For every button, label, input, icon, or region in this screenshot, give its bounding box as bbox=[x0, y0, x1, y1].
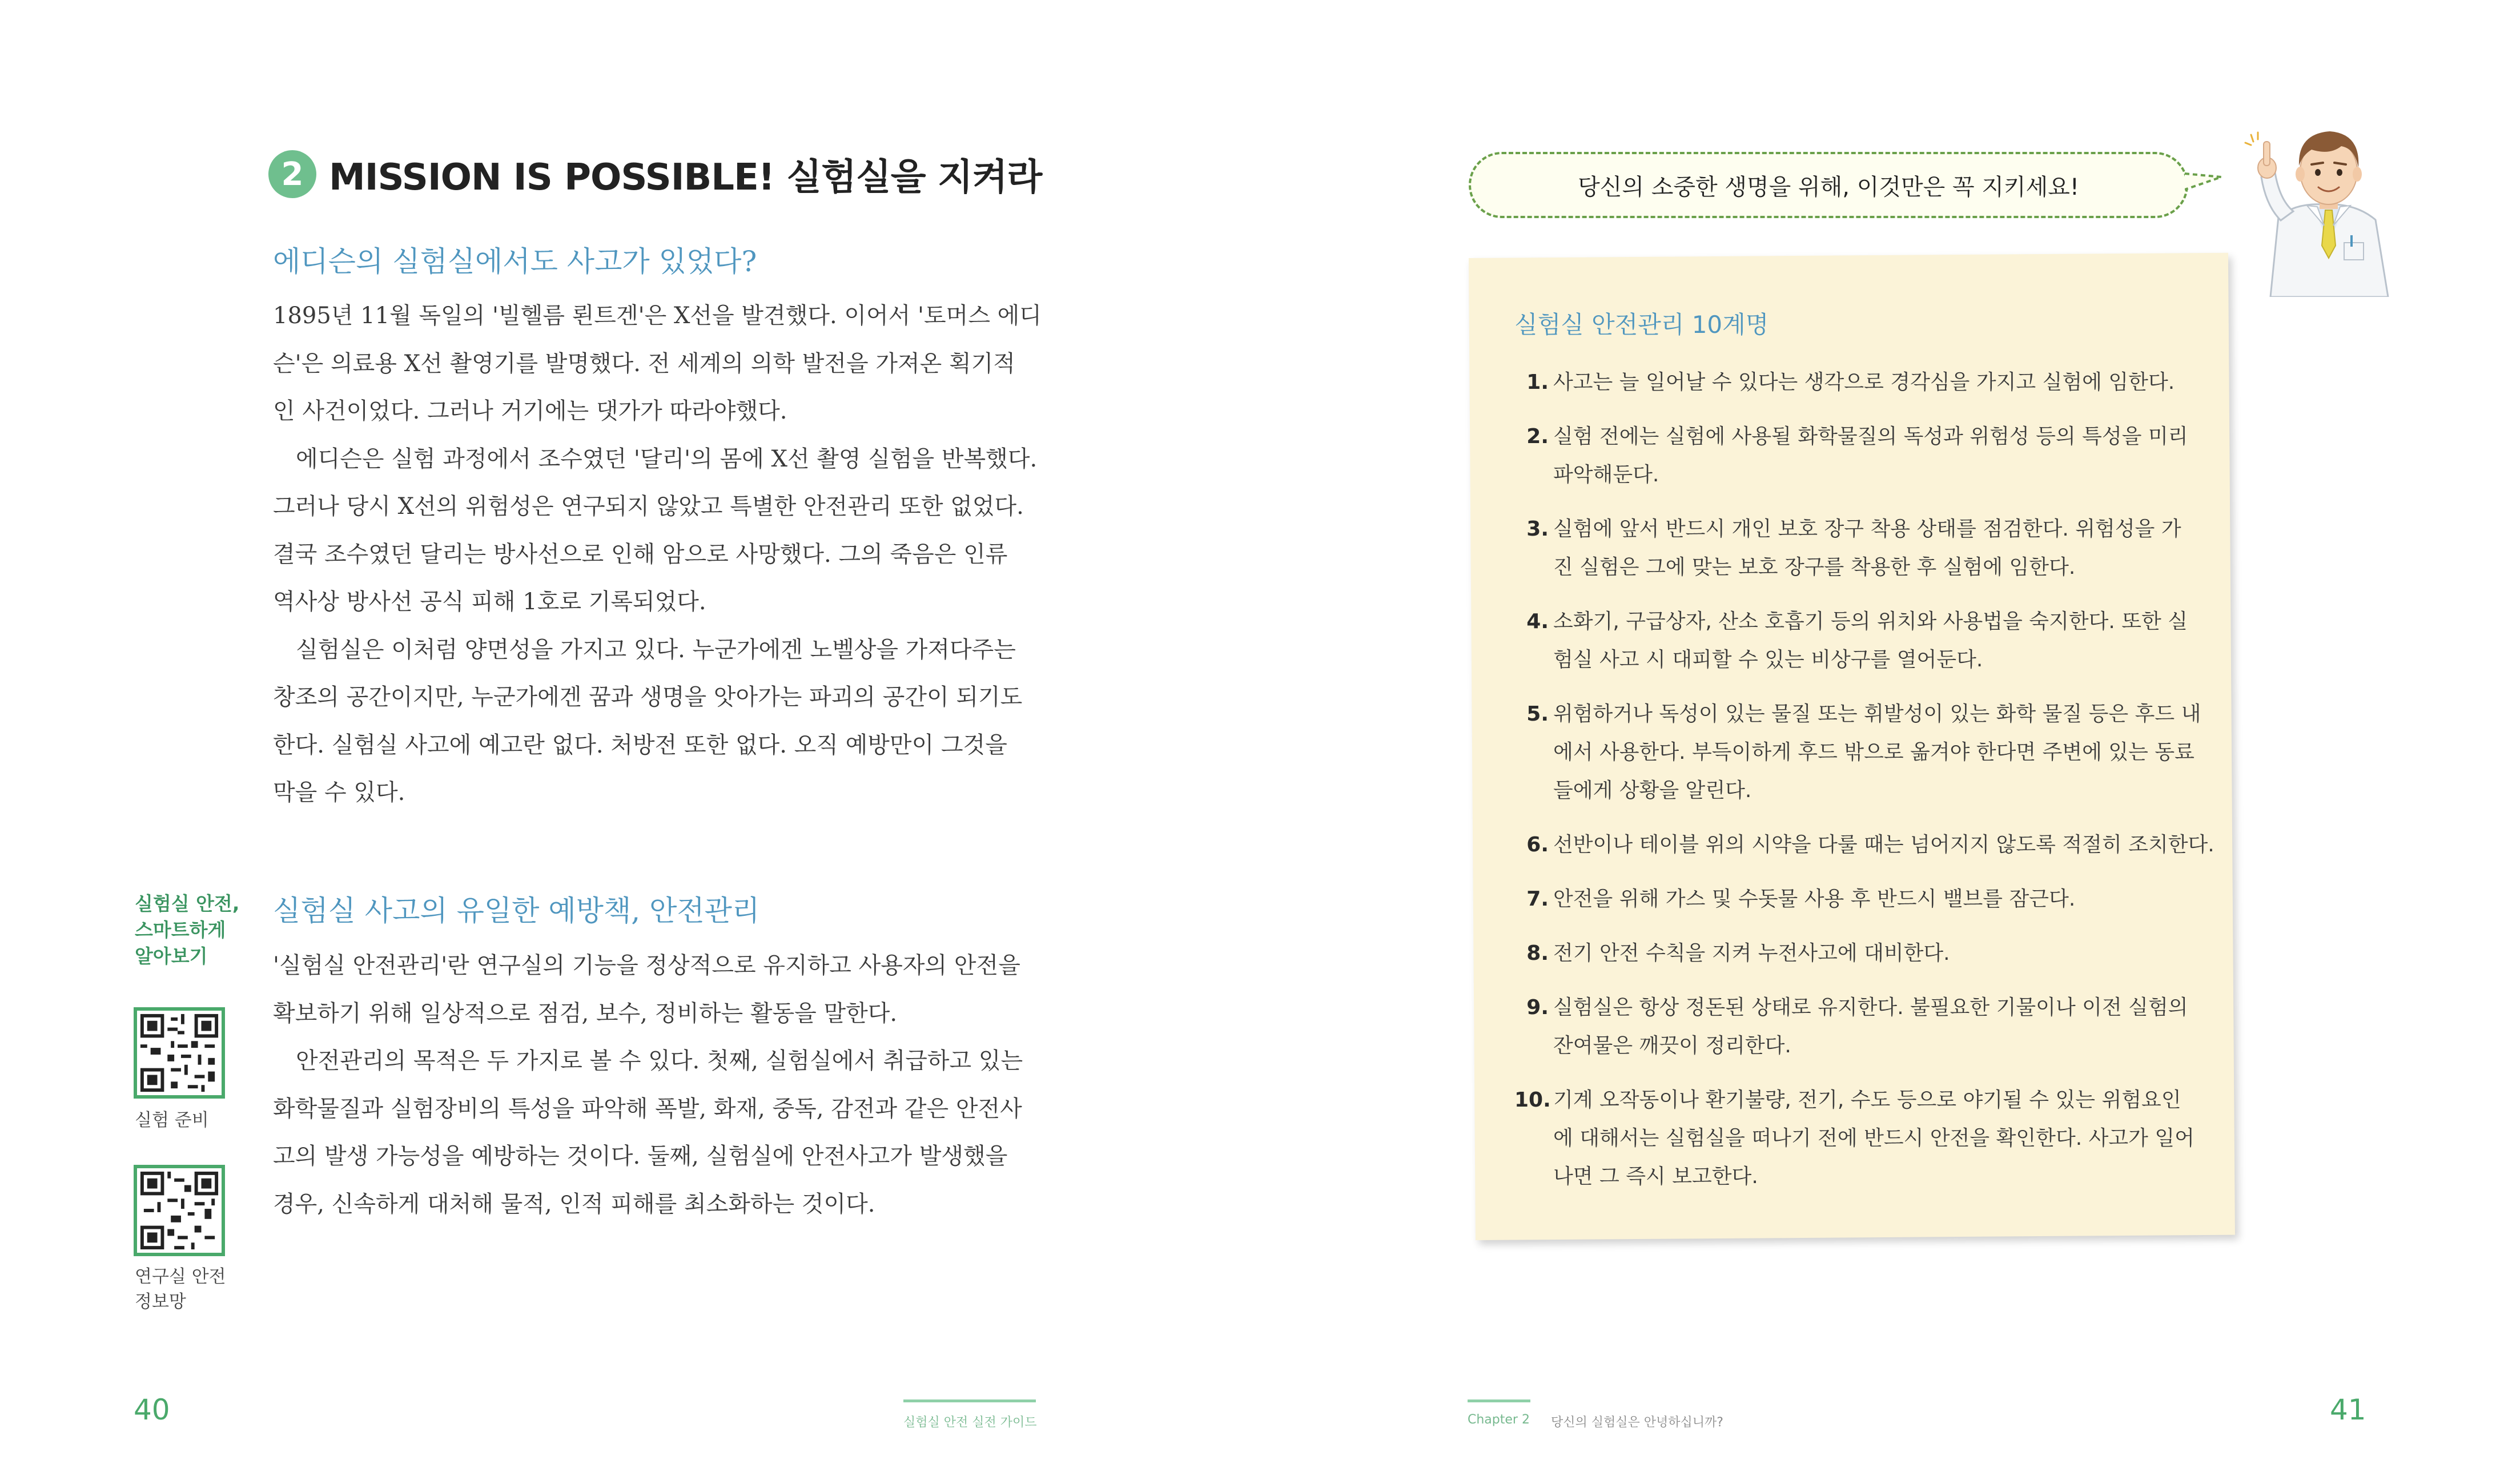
text-line: 인 사건이었다. 그러나 거기에는 댓가가 따라야했다. bbox=[273, 398, 787, 424]
text-line: 확보하기 위해 일상적으로 점검, 보수, 정비하는 활동을 말한다. bbox=[273, 1000, 898, 1027]
rule-item bbox=[1514, 988, 2200, 1065]
footer-book-title: 실험실 안전 실전 가이드 bbox=[903, 1415, 1037, 1430]
rule-item bbox=[1514, 417, 2200, 494]
speech-bubble-text: 당신의 소중한 생명을 위해, 이것만은 꼭 지키세요! bbox=[1578, 174, 2079, 200]
scientist-illustration bbox=[2238, 108, 2421, 297]
text-line: 1895년 11월 독일의 '빌헬름 뢴트겐'은 X선을 발견했다. 이어서 '토머스 에디 bbox=[273, 303, 1042, 329]
sidebar-title-line: 알아보기 bbox=[135, 945, 208, 967]
text-line: 슨'은 의료용 X선 촬영기를 발명했다. 전 세계의 의학 발전을 가져온 획기적 bbox=[273, 350, 1015, 377]
rule-item bbox=[1514, 1081, 2200, 1196]
rule-text-line: 에 대해서는 실험실을 떠나기 전에 반드시 안전을 확인한다. 사고가 일어 bbox=[1553, 1127, 2194, 1150]
rule-text bbox=[1553, 417, 2188, 494]
text-line: 고의 발생 가능성을 예방하는 것이다. 둘째, 실험실에 안전사고가 발생했을 bbox=[273, 1143, 1008, 1169]
rule-text bbox=[1553, 510, 2181, 586]
text-line: 실험실은 이처럼 양면성을 가지고 있다. 누군가에겐 노벨상을 가져다주는 bbox=[296, 636, 1016, 663]
rule-text-line: 실험실은 항상 정돈된 상태로 유지한다. 불필요한 기물이나 이전 실험의 bbox=[1553, 996, 2188, 1019]
rule-item bbox=[1514, 695, 2200, 810]
rule-text-line: 실험에 앞서 반드시 개인 보호 장구 착용 상태를 점검한다. 위험성을 가 bbox=[1553, 517, 2181, 541]
rule-text-line: 안전을 위해 가스 및 수돗물 사용 후 반드시 밸브를 잠근다. bbox=[1553, 887, 2076, 911]
rule-text bbox=[1553, 826, 2214, 864]
body-text-block-1 bbox=[273, 292, 1050, 817]
speech-bubble bbox=[1469, 152, 2188, 218]
text-line: '실험실 안전관리'란 연구실의 기능을 정상적으로 유지하고 사용자의 안전을 bbox=[273, 952, 1020, 979]
rule-text bbox=[1553, 363, 2175, 401]
rule-item bbox=[1514, 510, 2200, 586]
rule-item bbox=[1514, 363, 2200, 401]
rule-number: 4. bbox=[1526, 610, 1549, 633]
text-line: 결국 조수였던 달리는 방사선으로 인해 암으로 사망했다. 그의 죽음은 인류 bbox=[273, 541, 1008, 568]
sidebar-title-line: 스마트하게 bbox=[135, 919, 226, 941]
text-line: 그러나 당시 X선의 위험성은 연구되지 않았고 특별한 안전관리 또한 없었다. bbox=[273, 493, 1024, 520]
rule-text-line: 나면 그 즉시 보고한다. bbox=[1553, 1165, 1758, 1188]
footer-rule-left bbox=[903, 1399, 1036, 1402]
rule-text-line: 전기 안전 수칙을 지켜 누전사고에 대비한다. bbox=[1553, 942, 1950, 965]
footer-chapter-label: Chapter 2 bbox=[1468, 1413, 1530, 1427]
text-line: 에디슨은 실험 과정에서 조수였던 '달리'의 몸에 X선 촬영 실험을 반복했다. bbox=[296, 445, 1038, 472]
footer-chapter-title: 당신의 실험실은 안녕하십니까? bbox=[1551, 1415, 1723, 1430]
rule-number: 6. bbox=[1526, 833, 1549, 856]
rule-item bbox=[1514, 602, 2200, 679]
rule-text-line: 진 실험은 그에 맞는 보호 장구를 착용한 후 실험에 임한다. bbox=[1553, 556, 2076, 579]
paragraph-2 bbox=[273, 436, 1050, 626]
subheading-safety-management: 실험실 사고의 유일한 예방책, 안전관리 bbox=[273, 894, 760, 927]
text-line: 막을 수 있다. bbox=[273, 779, 405, 806]
rule-item bbox=[1514, 934, 2200, 972]
page-number-left: 40 bbox=[134, 1393, 170, 1426]
rule-text-line: 소화기, 구급상자, 산소 호흡기 등의 위치와 사용법을 숙지한다. 또한 실 bbox=[1553, 610, 2188, 633]
qr-code-icon bbox=[137, 1168, 222, 1253]
text-line: 안전관리의 목적은 두 가지로 볼 수 있다. 첫째, 실험실에서 취급하고 있는 bbox=[296, 1048, 1023, 1074]
text-line: 경우, 신속하게 대처해 물적, 인적 피해를 최소화하는 것이다. bbox=[273, 1191, 875, 1217]
qr-code-lab-safety-info[interactable] bbox=[134, 1165, 225, 1256]
section-title-text: MISSION IS POSSIBLE! 실험실을 지켜라 bbox=[329, 156, 1042, 199]
rule-number: 10. bbox=[1514, 1088, 1551, 1112]
rules-title: 실험실 안전관리 10계명 bbox=[1514, 311, 1769, 339]
rule-number: 9. bbox=[1526, 996, 1549, 1019]
qr-label-line: 정보망 bbox=[135, 1292, 186, 1312]
section-title bbox=[268, 146, 1042, 203]
text-line: 화학물질과 실험장비의 특성을 파악해 폭발, 화재, 중독, 감전과 같은 안전사 bbox=[273, 1095, 1022, 1122]
qr-label-experiment-prep: 실험 준비 bbox=[135, 1110, 209, 1131]
rule-text bbox=[1553, 1081, 2194, 1196]
qr-code-icon bbox=[137, 1011, 222, 1095]
rule-item bbox=[1514, 826, 2214, 864]
rule-text-line: 잔여물은 깨끗이 정리한다. bbox=[1553, 1034, 1791, 1057]
rule-text-line: 선반이나 테이블 위의 시약을 다룰 때는 넘어지지 않도록 적절히 조치한다. bbox=[1553, 833, 2214, 856]
sidebar-title bbox=[135, 891, 239, 970]
rule-number: 3. bbox=[1526, 517, 1549, 541]
rule-text-line: 사고는 늘 일어날 수 있다는 생각으로 경각심을 가지고 실험에 임한다. bbox=[1553, 371, 2175, 394]
qr-label-lab-safety-info bbox=[135, 1264, 226, 1314]
body-text-block-2 bbox=[273, 942, 1050, 1228]
paragraph-1 bbox=[273, 292, 1050, 436]
rule-text bbox=[1553, 602, 2188, 679]
rule-text-line: 실험 전에는 실험에 사용될 화학물질의 독성과 위험성 등의 특성을 미리 bbox=[1553, 425, 2188, 448]
paragraph-3 bbox=[273, 626, 1050, 817]
subheading-edison: 에디슨의 실험실에서도 사고가 있었다? bbox=[273, 245, 757, 278]
rules-list bbox=[1514, 363, 2214, 1196]
speech-bubble-tail bbox=[2185, 171, 2225, 194]
text-line: 한다. 실험실 사고에 예고란 없다. 처방전 또한 없다. 오직 예방만이 그것을 bbox=[273, 731, 1007, 758]
rule-text bbox=[1553, 880, 2075, 918]
footer-rule-right bbox=[1468, 1399, 1530, 1402]
rule-number: 1. bbox=[1526, 371, 1549, 394]
rule-text-line: 위험하거나 독성이 있는 물질 또는 휘발성이 있는 화학 물질 등은 후드 내 bbox=[1553, 702, 2201, 726]
rule-number: 5. bbox=[1526, 702, 1549, 726]
text-line: 역사상 방사선 공식 피해 1호로 기록되었다. bbox=[273, 589, 706, 615]
paragraph-4 bbox=[273, 942, 1050, 1037]
text-line: 창조의 공간이지만, 누군가에겐 꿈과 생명을 앗아가는 파괴의 공간이 되기도 bbox=[273, 684, 1023, 710]
qr-label-line: 연구실 안전 bbox=[135, 1266, 226, 1287]
qr-code-experiment-prep[interactable] bbox=[134, 1007, 225, 1099]
rule-text bbox=[1553, 988, 2188, 1065]
rule-text-line: 험실 사고 시 대피할 수 있는 비상구를 열어둔다. bbox=[1553, 648, 1983, 671]
rule-number: 8. bbox=[1526, 942, 1549, 965]
rule-number: 2. bbox=[1526, 425, 1549, 448]
rule-text-line: 파악해둔다. bbox=[1553, 463, 1659, 486]
rule-text-line: 들에게 상황을 알린다. bbox=[1553, 779, 1752, 802]
rule-text bbox=[1553, 695, 2201, 810]
section-number-badge: 2 bbox=[268, 150, 316, 198]
page-number-right: 41 bbox=[2330, 1393, 2366, 1426]
sidebar-title-line: 실험실 안전, bbox=[135, 892, 240, 915]
rule-item bbox=[1514, 880, 2200, 918]
rule-text bbox=[1553, 934, 1950, 972]
rule-number: 7. bbox=[1526, 887, 1549, 911]
paragraph-5 bbox=[273, 1037, 1050, 1228]
rule-text-line: 에서 사용한다. 부득이하게 후드 밖으로 옮겨야 한다면 주변에 있는 동료 bbox=[1553, 741, 2194, 764]
rule-text-line: 기계 오작동이나 환기불량, 전기, 수도 등으로 야기될 수 있는 위험요인 bbox=[1553, 1088, 2181, 1112]
